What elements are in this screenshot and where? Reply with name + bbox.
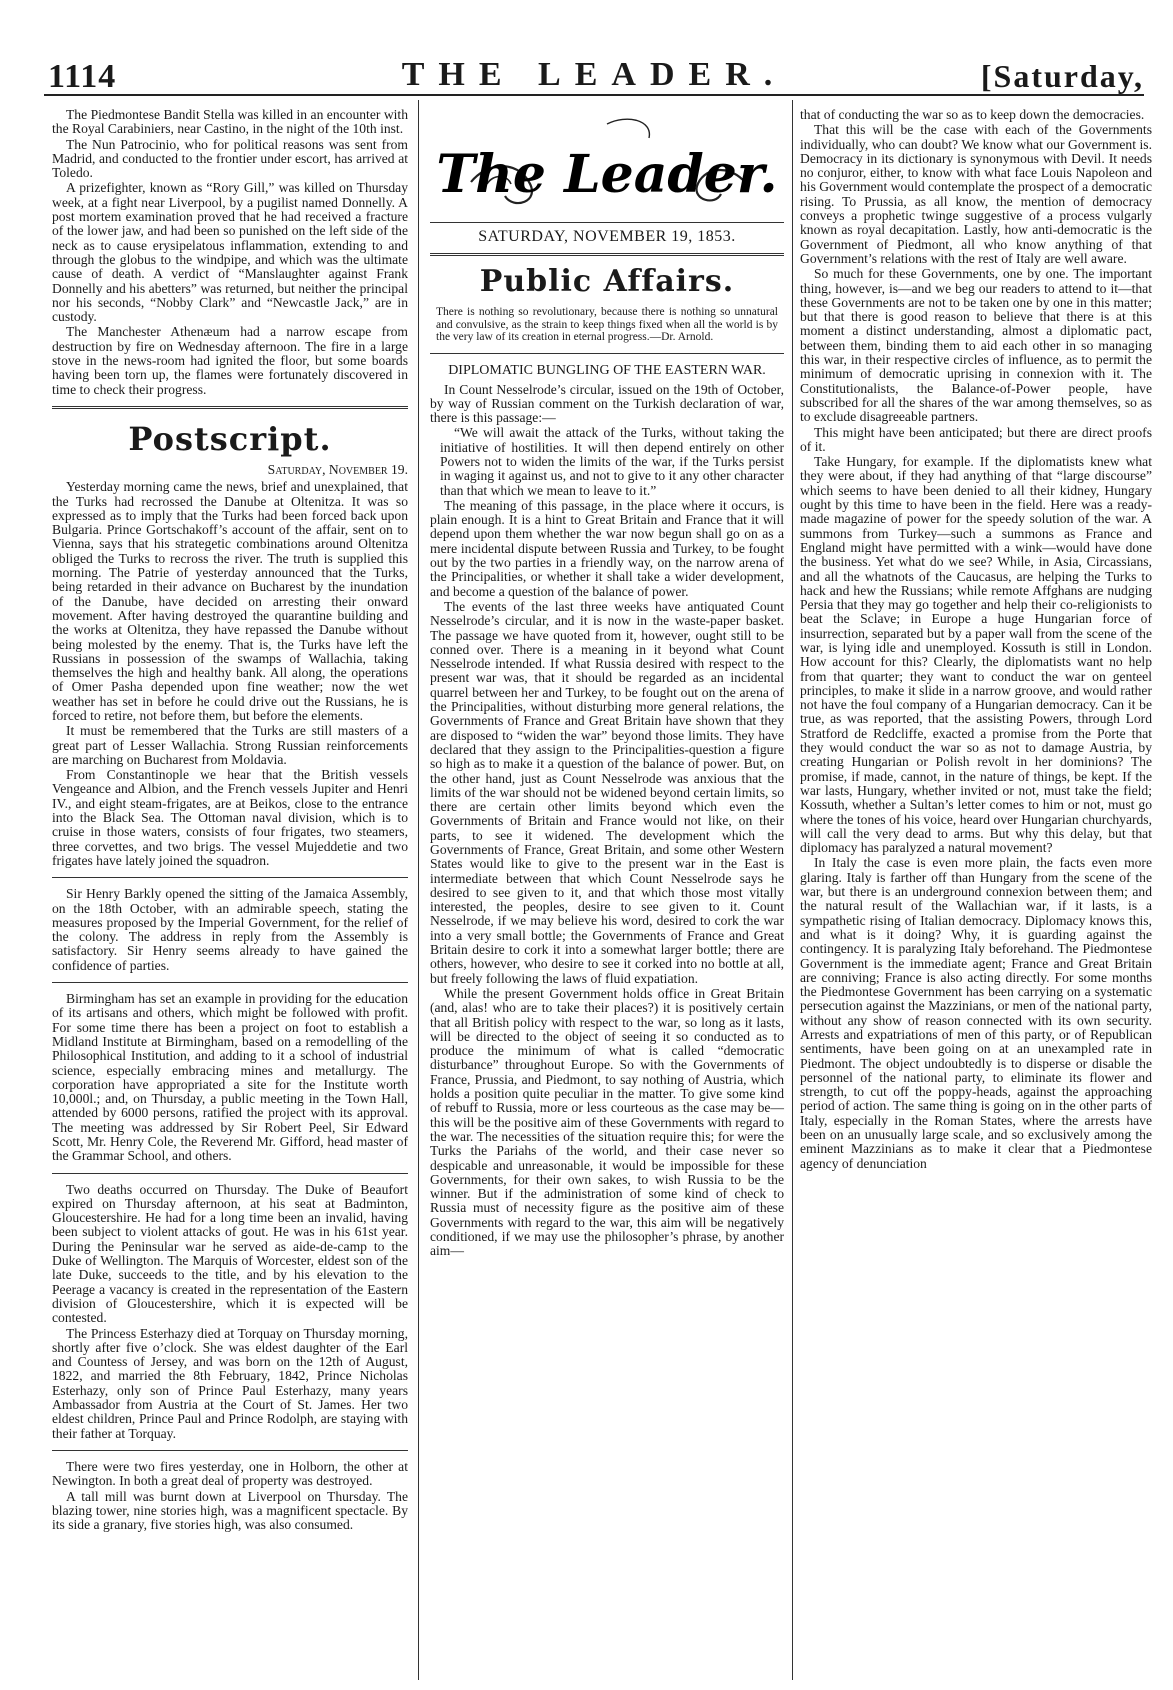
paragraph: While the present Government holds office in Great Britain (and, alas! who are to take their places?) it is positively certain that all British policy with respect to the war, so long as it lasts, will be directed to the object of seeing it so conducted as to produce the minimum of what is called “democratic disturbance” throughout Europe. So with the Governments of France, Prussia, and Piedmont, to say nothing of Austria, which holds a position quite peculiar in the matter. To give some kind of rebuff to Russia, more or less courteous as the case may be—this will be the positive aim of these Governments with regard to the war. The necessities of the situation require this; for were the Turks the Pariahs of the world, and their case never so despicable and unreasonable, it would be impossible for these Governments, for their own sakes, to wish Russia to be the winner. But if the administration of some kind of check to Russia must of necessity figure as the positive aim of these Governments with regard to the war, this aim will be negatively conditioned, if we may use the philosopher’s phrase, by another aim— [430,985,784,1259]
paragraph: A tall mill was burnt down at Liverpool on Thursday. The blazing tower, nine stories high, was a magnificent spectacle. By its side a granary, five stories high, was also consumed. [52,1488,408,1533]
column-rule [792,100,793,1680]
item-divider [430,353,784,354]
paragraph: The events of the last three weeks have antiquated Count Nesselrode’s circular, and it is now in the waste-paper basket. The passage we have quoted from it, however, ought still to be conned over. There is a meaning in it beyond what Count Nesselrode intended. If what Russia desired with respect to the present war was, that it should be regarded as an incidental quarrel between her and Turkey, to be fought out on the arena of the Principalities, without disturbing more general relations, the Governments of France and Great Britain have shown that they are disposed to “widen the war” beyond those limits. They have declared that they assign to the Principalities-question a figure so high as to make it a question of the balance of power. But, on the other hand, just as Count Nesselrode was anxious that the limits of the war should not be widened beyond certain limits, so there are certain other limits beyond which even the Governments of Britain and France would not like, on their parts, to see it widened. The development which the Governments of France, Great Britain, and some other Western States would like to give to the present war in the East is intermediate between that which Count Nesselrode says he desired to see given to it, and that which those most vitally interested, the peoples, desire to see given to it. Count Nesselrode, if we may believe his word, desired to cork the war into a very small bottle; the Governments of France and Great Britain desire to cork it into a somewhat larger bottle; there are others, however, who desire to see it corked into no bottle at all, but freely following the laws of fluid expatiation. [430,598,784,986]
news-item: The Manchester Athenæum had a narrow escape from destruction by fire on Wednesday afternoon. The fire in a large stove in the news-room had ignited the floor, but some boards having been torn up, the flames were fortunately discovered in time to check their progress. [52,324,408,397]
page-number: 1114 [48,58,117,95]
news-item: The Piedmontese Bandit Stella was killed in an encounter with the Royal Carabiniers, near Castino, in the night of the 10th inst. [52,107,408,137]
section-divider [52,406,408,409]
quotation: “We will await the attack of the Turks, without taking the initiative of hostilities. It will then depend entirely on other Powers not to widen the limits of the war, if the Turks persist in waging it against us, and not to give to it any other character than that which we mean to leave to it.” [440,425,784,498]
section-divider [430,253,784,256]
paragraph: This might have been anticipated; but there are direct proofs of it. [800,424,1152,454]
logo-text: The Leader. [436,144,778,205]
public-affairs-heading: Public Affairs. [479,264,735,299]
column-center [430,108,784,1678]
postscript-heading: Postscript. [128,419,332,458]
paragraph: Take Hungary, for example. If the diplomatists knew what they were about, if they had anything of that “large discourse” which seems to have been denied to all their kidney, Hungary ought by this time to have been in the field. Here was a ready-made magazine of power for the speedy solution of the war. A summons from Turkey—such a summons as France and England might have permitted with a wink—would have done the business. Yet what do we see? While, in Asia, Circassians, and all the whatnots of the Caucasus, are helping the Turks to hack and hew the Russians; while remote Affghans are nudging Persia that they may go together and help their co-religionists to beat the Sclave; in Europe a huge Hungarian force of insurrection, separated but by a paper wall from the scene of the war, is lying idle and unemployed. Kossuth is still in London. How account for this? Clearly, the diplomatists want no help from that quarter; they want to conduct the war on genteel principles, to make it slide in a narrow groove, and would rather not have the foul company of a Hungarian democracy. Can it be true, as was reported, that the assisting Powers, through Lord Stratford de Redcliffe, exacted a promise from the Porte that they would conduct the war so as not to damage Austria, by creating Hungarian or Polish revolt in her dominions? The promise, if made, cannot, in the nature of things, be kept. If the war lasts, Hungary, whether invited or not, must take the field; Kossuth, whether a Sultan’s letter comes to him or not, must go where the tones of his voice, heard over Hungarian churchyards, will call the very dead to arms. But why this delay, but that diplomacy has paralyzed a natural movement? [800,454,1152,856]
paragraph: From Constantinople we hear that the British vessels Vengeance and Albion, and the French vessels Jupiter and Henri IV., and eight steam-frigates, are at Beikos, close to the entrance into the Black Sea. The Ottoman naval division, which is to cruise in those waters, consists of four frigates, two steamers, three corvettes, and two brigs. The vessel Mujeddetie and two frigates have lately joined the squadron. [52,767,408,868]
paragraph: In Italy the case is even more plain, the facts even more glaring. Italy is farther off than Hungary from the scene of the war, but there is an underground connexion between them; and the natural result of the Wallachian war, if it lasts, is a sympathetic rising of Italian democracy. Diplomacy knows this, and what is it doing? Why, it is guarding against the contingency. It is paralyzing Italy beforehand. The Piedmontese Government is the immediate agent; France and Great Britain are conniving; France is also acting directly. For some months the Piedmontese Government has been carrying on a systematic persecution against the Mazzinians, or men of the national party, without any show of reason connected with its own security. Arrests and expatriations of men of this party, or of Republican sentiments, have been going on at an unexampled rate in Piedmont. The object undoubtedly is to disperse or disable the personnel of the national party, to eliminate its flower and strength, to cut off the poppy-heads, against the approaching period of action. The same thing is going on in the other parts of Italy, especially in the Roman States, where the arrests have been on an unusually large scale, and so exclusively among the eminent Mazzinians as to make it clear that a Piedmontese agency of denunciation [800,855,1152,1171]
paragraph: Yesterday morning came the news, brief and unexplained, that the Turks had recrossed the Danube at Oltenitza. It was so expressed as to imply that the Turks had been forced back upon Bulgaria. Prince Gortschakoff’s account of the affair, sent on to Vienna, says that his strategetic combinations around Oltenitza obliged the Turks to recross the river. The truth is supplied this morning. The Patrie of yesterday announced that the Turks, being retarded in their advance on Bucharest by the inundation of the Danube, have decided on arresting their onward movement. After having destroyed the quarantine building and the works at Oltenitza, they have repassed the Danube without being molested by the enemy. That is, the Turks have left the Russians in possession of the swamps of Wallachia, taking themselves the high and healthy bank. All along, the operations of Omer Pasha depended upon fine weather; now the wet weather has set in before he could drive out the Russians, he is forced to retire, not before them, but before the elements. [52,479,408,723]
paragraph: Birmingham has set an example in providing for the education of its artisans and others, which might be followed with profit. For some time there has been a project on foot to establish a Midland Institute at Birmingham, based on a remodelling of the Philosophical Institution, and adding to it a school of industrial science, especially embracing mines and metallurgy. The corporation have appropriated a site for the Institute worth 10,000l.; and, on Thursday, a public meeting in the Town Hall, attended by 6000 persons, ratified the project with its approval. The meeting was addressed by Sir Robert Peel, Sir Edward Scott, Mr. Henry Cole, the Reverend Mr. Gifford, head master of the Grammar School, and others. [52,991,408,1164]
leader-logo-flourish-icon [436,110,778,220]
news-item: A prizefighter, known as “Rory Gill,” was killed on Thursday week, at a fight near Liverpool, by a pugilist named Donnelly. A post mortem examination proved that he had received a fracture of the lower jaw, and had been so punished on the left side of the neck as to cause erysipelatous inflammation, extending to and through the globus to the windpipe, and which was the ultimate cause of death. A verdict of “Manslaughter against Frank Donnelly and his abetters” was returned, but neither the principal nor his seconds, “Nobby Clark” and “Newcastle Jack,” are in custody. [52,180,408,325]
paragraph: In Count Nesselrode’s circular, issued on the 19th of October, by way of Russian comment on the Turkish declaration of war, there is this passage:— [430,381,784,426]
issue-date: SATURDAY, NOVEMBER 19, 1853. [478,228,736,245]
paragraph: There were two fires yesterday, one in Holborn, the other at Newington. In both a great deal of property was destroyed. [52,1458,408,1489]
motto: There is nothing so revolutionary, because there is nothing so unnatural and convulsive, as the strain to keep things fixed when all the world is by the very law of its creation in eternal progress.—Dr. Arnold. [436,306,778,343]
item-divider [430,222,784,223]
article-title: DIPLOMATIC BUNGLING OF THE EASTERN WAR. [448,362,766,378]
news-item: The Nun Patrocinio, who for political reasons was sent from Madrid, and conducted to the frontier under escort, has arrived at Toledo. [52,136,408,181]
paragraph: Two deaths occurred on Thursday. The Duke of Beaufort expired on Thursday afternoon, at his seat at Badminton, Gloucestershire. He had for a long time been an invalid, having been subject to violent attacks of gout. He was in his 61st year. During the Peninsular war he served as aide-de-camp to the Duke of Wellington. The Marquis of Worcester, eldest son of the late Duke, succeeds to the title, and by his elevation to the Peerage a vacancy is created in the representation of the Eastern division of Gloucestershire, which it is expected will be contested. [52,1181,408,1326]
header-day: [Saturday, [980,58,1144,94]
paragraph: Sir Henry Barkly opened the sitting of the Jamaica Assembly, on the 18th October, with an admirable speech, stating the measures proposed by the Imperial Government, for the relief of the colony. The address in reply from the Assembly is satisfactory. Sir Henry seems already to have gained the confidence of parties. [52,886,408,973]
column-right [800,108,1152,1678]
postscript-date: Saturday, November 19. [267,461,408,477]
column-left [52,108,408,1678]
item-divider [52,1450,408,1451]
column-rule [418,100,419,1680]
item-divider [52,877,408,878]
item-divider [52,982,408,983]
paragraph: That this will be the case with each of the Governments individually, who can doubt? We know what our Government is. Democracy in its dictionary is synonymous with Devil. It needs no conjuror, either, to know with what face Louis Napoleon and his Government would contemplate the prospect of a democratic rising. To Prussia, as all know, the mention of democracy conveys a prophetic twinge suggestive of a process vulgarly known as royal decapitation. Lastly, how anti-democratic is the Government of Piedmont, all who know anything of that Government’s relations with the rest of Italy are well aware. [800,122,1152,266]
page-header [44,56,1144,96]
leader-logo [430,110,784,220]
paragraph: So much for these Governments, one by one. The important thing, however, is—and we beg our readers to attend to it—that these Governments are not to be taken one by one in this matter; but that there is good reason to believe that there is at this moment a distinct understanding, almost a diplomatic pact, between them, binding them to aid each other in so managing this war, in their respective circles of influence, as to permit the minimum of democratic uprising in connexion with it. The Constitutionalists, the Balance-of-Power people, have subscribed for all the shares of the war among themselves, so as to exclude disagreeable partners. [800,266,1152,425]
paragraph: that of conducting the war so as to keep down the democracies. [800,107,1145,122]
paragraph: The Princess Esterhazy died at Torquay on Thursday morning, shortly after five o’clock. She was eldest daughter of the Earl and Countess of Jersey, and was born on the 12th of August, 1822, and married the 8th February, 1842, Prince Nicholas Esterhazy, only son of Prince Paul Esterhazy, many years Ambassador from Austria at the Court of St. James. Her two eldest children, Prince Paul and Prince Rodolph, are staying with their father at Torquay. [52,1325,408,1441]
item-divider [52,1173,408,1174]
paragraph: The meaning of this passage, in the place where it occurs, is plain enough. It is a hint to Great Britain and France that it will depend upon them whether the war now begun shall go on as a mere incidental dispute between Russia and Turkey, to be fought out by the two parties in a friendly way, on the narrow arena of the Principalities, or whether it shall take a wider development, and become a question of the balance of power. [430,497,784,599]
paragraph: It must be remembered that the Turks are still masters of a great part of Lesser Wallachia. Strong Russian reinforcements are marching on Bucharest from Moldavia. [52,723,408,767]
masthead-title: THE LEADER. [401,56,787,93]
